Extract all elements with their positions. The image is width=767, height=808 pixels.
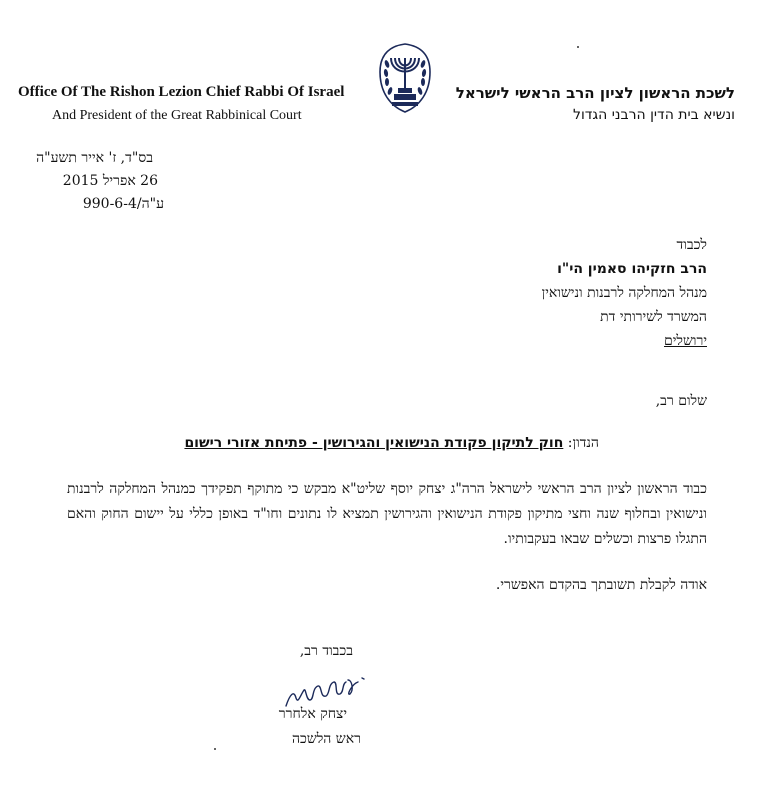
reference-number: ע"ה/990-6-4: [82, 196, 164, 212]
date-gregorian: 26 אפריל 2015: [62, 173, 158, 189]
recipient-city: ירושלים: [664, 333, 707, 349]
scan-speck: [214, 748, 216, 750]
recipient-name: הרב חזקיהו סאמין הי"ו: [557, 261, 707, 277]
regards: בכבוד רב,: [299, 643, 353, 659]
header-hebrew-subtitle: ונשיא בית הדין הרבני הגדול: [573, 107, 735, 123]
subject-text: חוק לתיקון פקודת הנישואין והגירושין - פתיחת אזורי רישום: [184, 435, 564, 451]
subject-label: הנדון:: [567, 435, 599, 451]
closing-line: אודה לקבלת תשובתך בהקדם האפשרי.: [495, 577, 707, 593]
subject-line: [184, 435, 599, 452]
header-english-subtitle: And President of the Great Rabbinical Court: [52, 108, 302, 123]
recipient-title: מנהל המחלקה לרבנות ונישואין: [541, 285, 707, 301]
state-emblem-icon: [378, 42, 432, 114]
address-to: לכבוד: [676, 237, 707, 253]
body-paragraph: כבוד הראשון לציון הרב הראשי לישראל הרה"ג יצחק יוסף שליט"א מבקש כי מתוקף תפקידך כמנהל המחלקה לרבנות ונישואין ובחלוף שנה וחצי מתיקון פקודת הנישואין והגירושין תמציא לו נתונים וחו"ד באופן כללי על יישום החוק והאם התגלו פרצות וכשלים שבאו בעקבותיו.: [67, 481, 707, 547]
signer-name: יצחק אלחרר: [278, 706, 347, 722]
recipient-office: המשרד לשירותי דת: [600, 309, 707, 325]
header-hebrew-title: לשכת הראשון לציון הרב הראשי לישראל: [455, 84, 735, 102]
date-hebrew: בס"ד, ז' אייר תשע"ה: [36, 150, 153, 166]
scan-speck: [577, 46, 579, 48]
signer-title: ראש הלשכה: [291, 731, 361, 747]
header-english-title: Office Of The Rishon Lezion Chief Rabbi Of Israel: [18, 84, 345, 100]
greeting: שלום רב,: [655, 393, 707, 409]
